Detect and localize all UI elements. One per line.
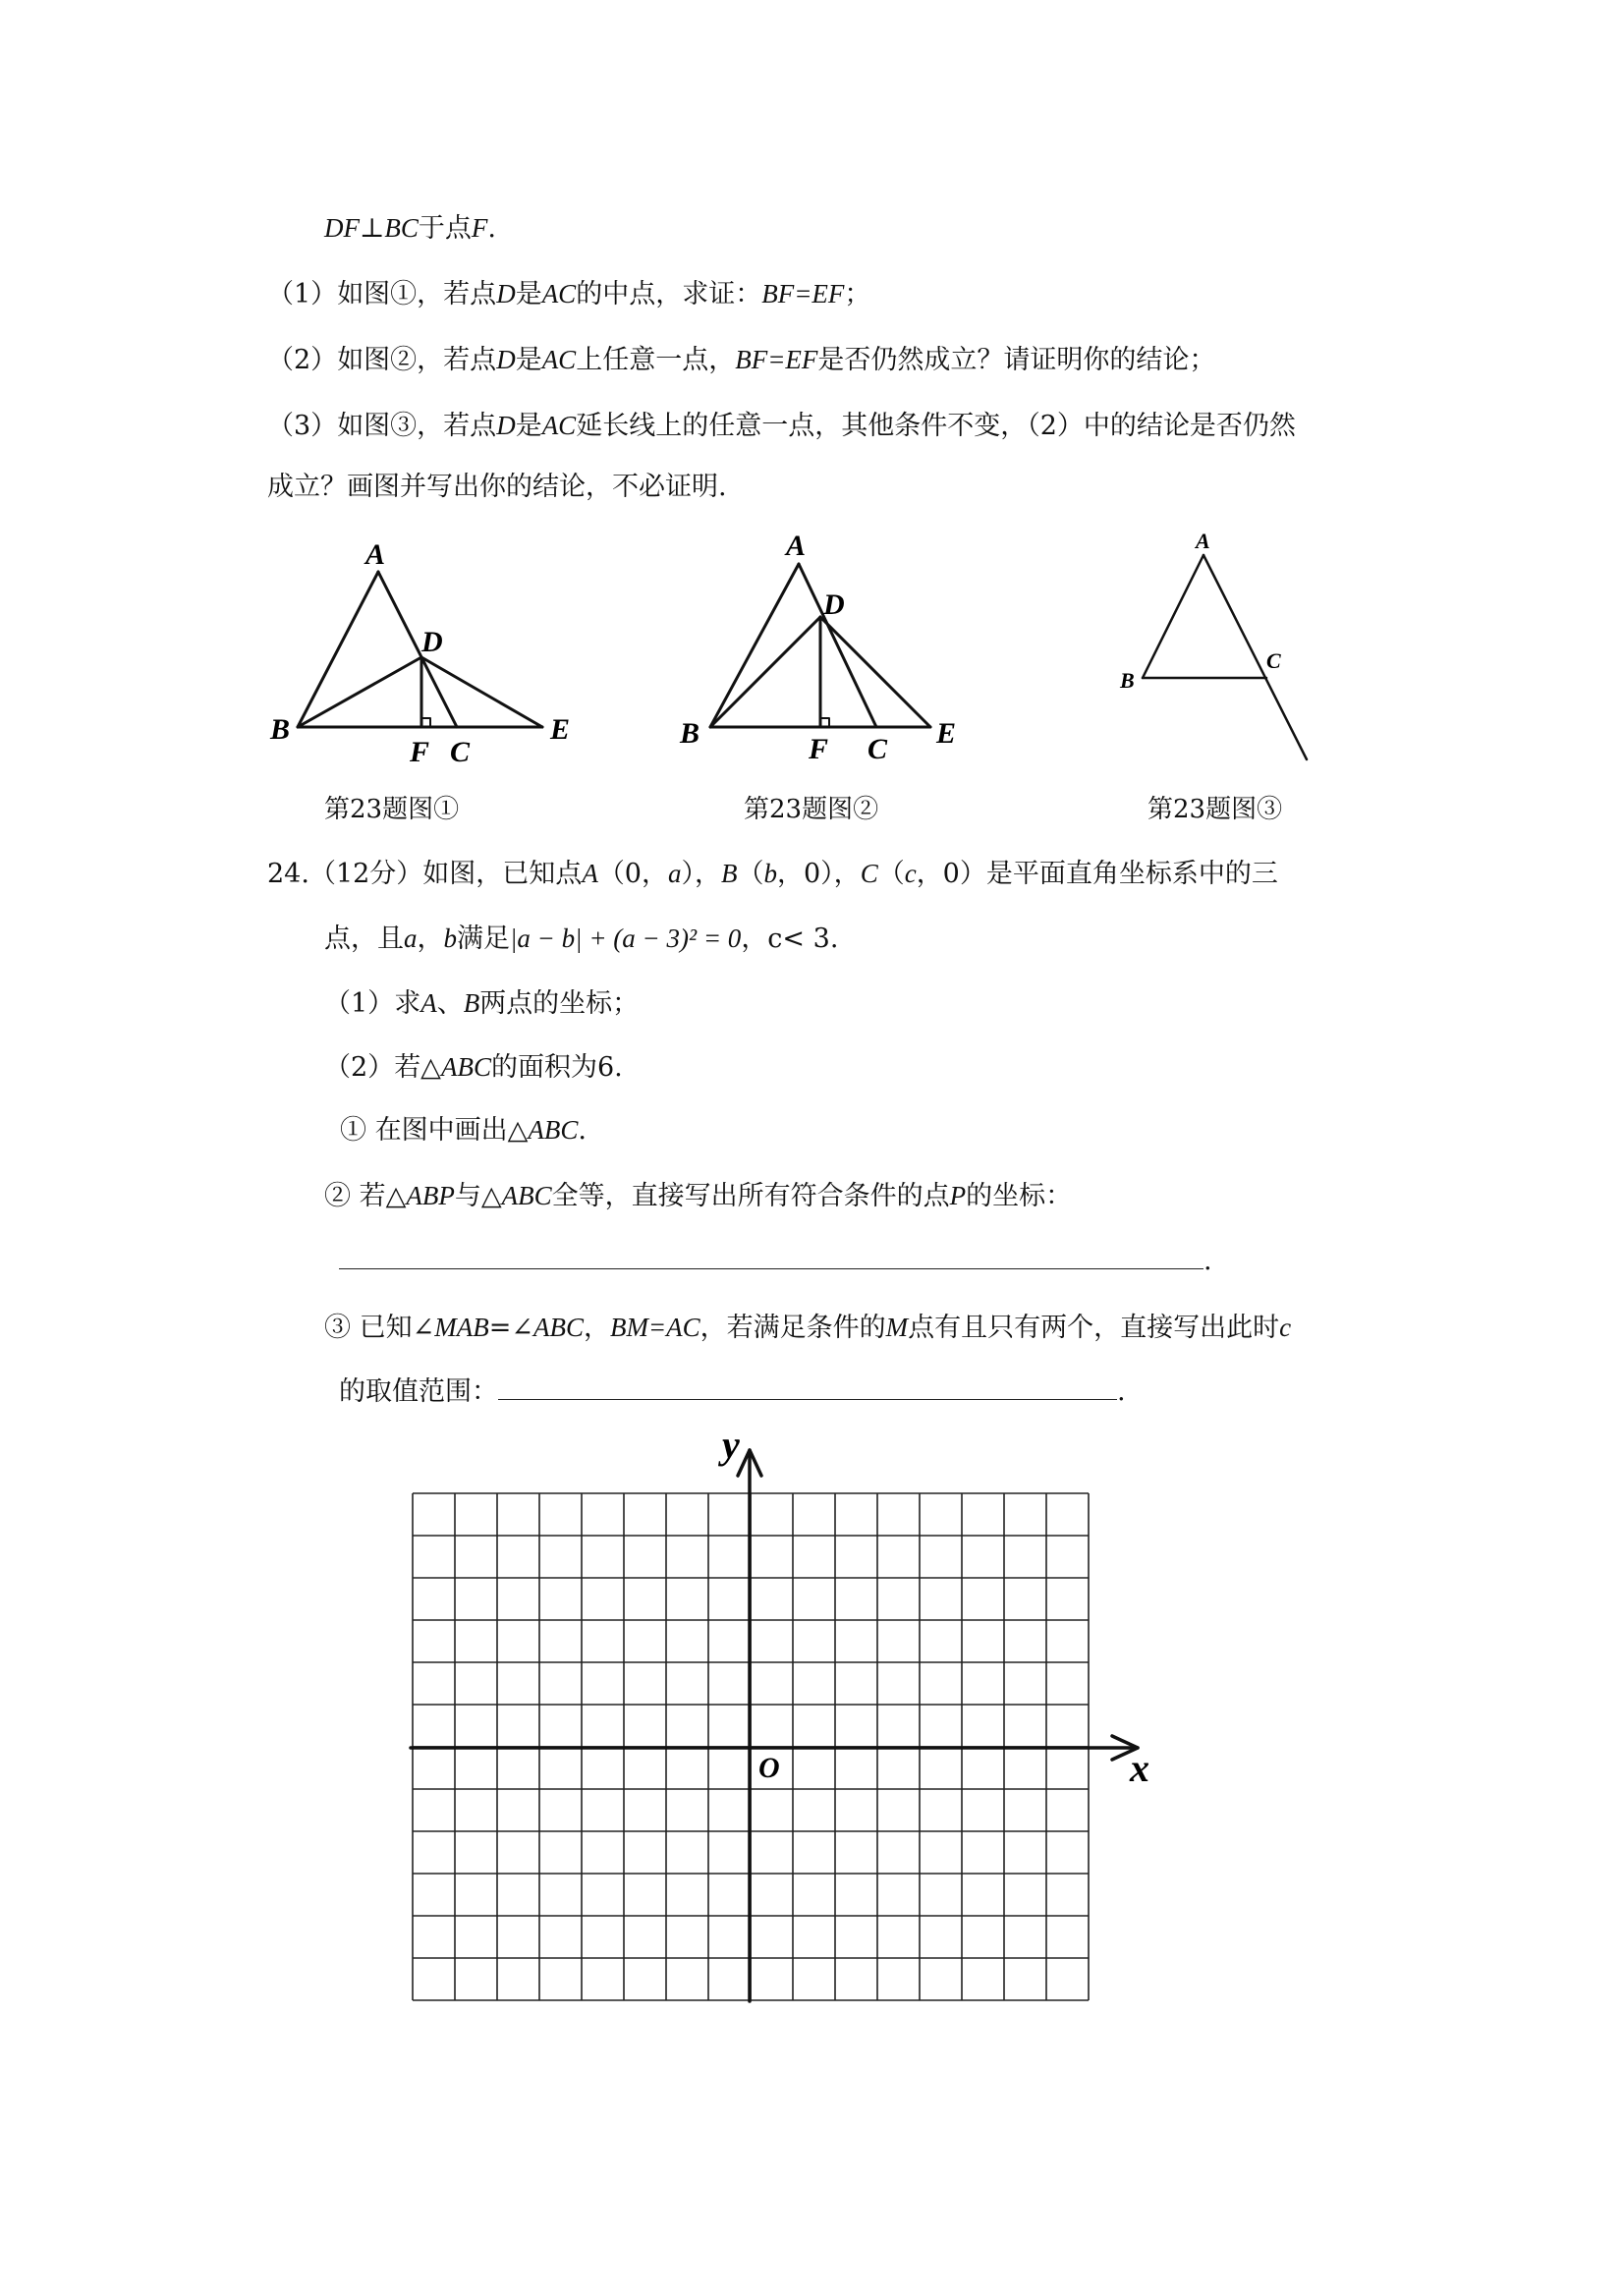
text: . xyxy=(1203,1246,1212,1276)
label-b: B xyxy=(680,717,700,750)
label-c: C xyxy=(867,733,888,765)
equation: |a − b| + (a − 3)² = 0 xyxy=(510,924,742,953)
label-f: F xyxy=(809,733,829,765)
text: . xyxy=(487,213,497,244)
label-b: B xyxy=(270,713,291,746)
label-c: C xyxy=(1266,648,1281,673)
label-e: E xyxy=(936,717,957,750)
label-b: B xyxy=(1120,668,1135,693)
var-d: D xyxy=(496,279,516,308)
caption-fig1: 第23题图① xyxy=(324,795,460,824)
part-number: （1） xyxy=(324,988,395,1019)
var: a xyxy=(404,924,418,953)
caption-fig3: 第23题图③ xyxy=(1147,795,1283,824)
text: 若△ xyxy=(394,1052,441,1083)
text: 、 xyxy=(436,988,464,1019)
text: ，c< 3. xyxy=(741,924,839,954)
var: P xyxy=(949,1181,967,1210)
var-ac: AC xyxy=(541,345,577,374)
part-number: （2） xyxy=(324,1052,395,1083)
text: . xyxy=(578,1115,587,1146)
text: （0， xyxy=(597,859,668,889)
var: ABC xyxy=(440,1052,491,1082)
text: ， xyxy=(583,1313,610,1343)
var: c xyxy=(1279,1313,1292,1342)
label-c: C xyxy=(450,736,471,768)
label-a: A xyxy=(1196,529,1210,553)
label-e: E xyxy=(550,713,571,746)
var-ac: AC xyxy=(541,279,577,308)
sub-number: ② xyxy=(324,1181,351,1211)
text: ，若满足条件的 xyxy=(700,1313,886,1343)
y-axis-label: y xyxy=(722,1423,740,1467)
label-d: D xyxy=(823,588,845,621)
text: 如图②，若点 xyxy=(337,345,497,375)
var: ABC xyxy=(532,1313,584,1342)
problem-number: 24. xyxy=(267,859,309,889)
perp-symbol: ⊥ xyxy=(360,213,385,244)
text: 是 xyxy=(515,279,542,309)
text: 两点的坐标； xyxy=(479,988,640,1019)
text: 满足 xyxy=(457,924,510,954)
text: 点有且只有两个，直接写出此时 xyxy=(908,1313,1280,1343)
label-a: A xyxy=(365,538,386,571)
part-number: （1） xyxy=(267,279,338,309)
text: 的面积为6. xyxy=(490,1052,623,1083)
text: 点，且 xyxy=(324,924,404,954)
text: 如图①，若点 xyxy=(337,279,497,309)
text: 与△ xyxy=(454,1181,502,1211)
var-ac: AC xyxy=(541,411,577,440)
label-a: A xyxy=(786,530,807,562)
text: ， xyxy=(417,924,444,954)
text: （ xyxy=(877,859,905,889)
var: B xyxy=(721,859,738,888)
sub-number: ① xyxy=(340,1115,366,1146)
text: 是 xyxy=(515,345,542,375)
text: 如图③，若点 xyxy=(337,411,497,441)
var: b xyxy=(443,924,457,953)
var: BM=AC xyxy=(609,1313,700,1342)
part-number: （2） xyxy=(267,345,338,375)
var: C xyxy=(860,859,878,888)
var-d: D xyxy=(496,345,516,374)
text: ； xyxy=(844,279,871,309)
var: MAB xyxy=(434,1313,489,1342)
var-df: DF xyxy=(324,213,360,243)
var: A xyxy=(420,988,437,1018)
equation: BF=EF xyxy=(735,345,818,374)
text: 上任意一点， xyxy=(576,345,736,375)
var: b xyxy=(763,859,777,888)
var: A xyxy=(582,859,598,888)
text: 在图中画出△ xyxy=(374,1115,529,1146)
text: 的中点，求证： xyxy=(576,279,762,309)
text: 是否仍然成立？请证明你的结论； xyxy=(817,345,1216,375)
equation: BF=EF xyxy=(761,279,845,308)
text: （12分）如图，已知点 xyxy=(308,859,583,889)
x-axis-label: x xyxy=(1130,1746,1149,1790)
var: c xyxy=(904,859,917,888)
text: 已知∠ xyxy=(359,1313,435,1343)
label-d: D xyxy=(421,626,443,658)
var: ABC xyxy=(528,1115,579,1145)
label-f: F xyxy=(410,736,430,768)
text: ）， xyxy=(681,859,721,889)
var-bc: BC xyxy=(384,213,419,243)
text: ，0）， xyxy=(777,859,861,889)
text: 若△ xyxy=(359,1181,407,1211)
origin-label: O xyxy=(758,1752,780,1784)
text: 于点 xyxy=(418,213,472,244)
var: ABP xyxy=(406,1181,455,1210)
text: . xyxy=(1117,1376,1126,1407)
var: M xyxy=(885,1313,909,1342)
text: ，0）是平面直角坐标系中的三 xyxy=(916,859,1278,889)
var-f: F xyxy=(471,213,488,243)
caption-fig2: 第23题图② xyxy=(744,795,879,824)
var: a xyxy=(668,859,682,888)
text: 求 xyxy=(394,988,421,1019)
sub-number: ③ xyxy=(324,1313,351,1343)
part-number: （3） xyxy=(267,411,338,441)
text: =∠ xyxy=(488,1313,533,1343)
var: ABC xyxy=(501,1181,552,1210)
text: 延长线上的任意一点，其他条件不变，（2）中的结论是否仍然 xyxy=(576,411,1296,441)
text: （ xyxy=(737,859,764,889)
var: B xyxy=(463,988,480,1018)
text: 的坐标： xyxy=(966,1181,1073,1211)
text: 成立？画图并写出你的结论，不必证明. xyxy=(267,472,727,502)
var-d: D xyxy=(496,411,516,440)
text: 的取值范围： xyxy=(339,1376,498,1407)
text: 全等，直接写出所有符合条件的点 xyxy=(551,1181,950,1211)
text: 是 xyxy=(515,411,542,441)
